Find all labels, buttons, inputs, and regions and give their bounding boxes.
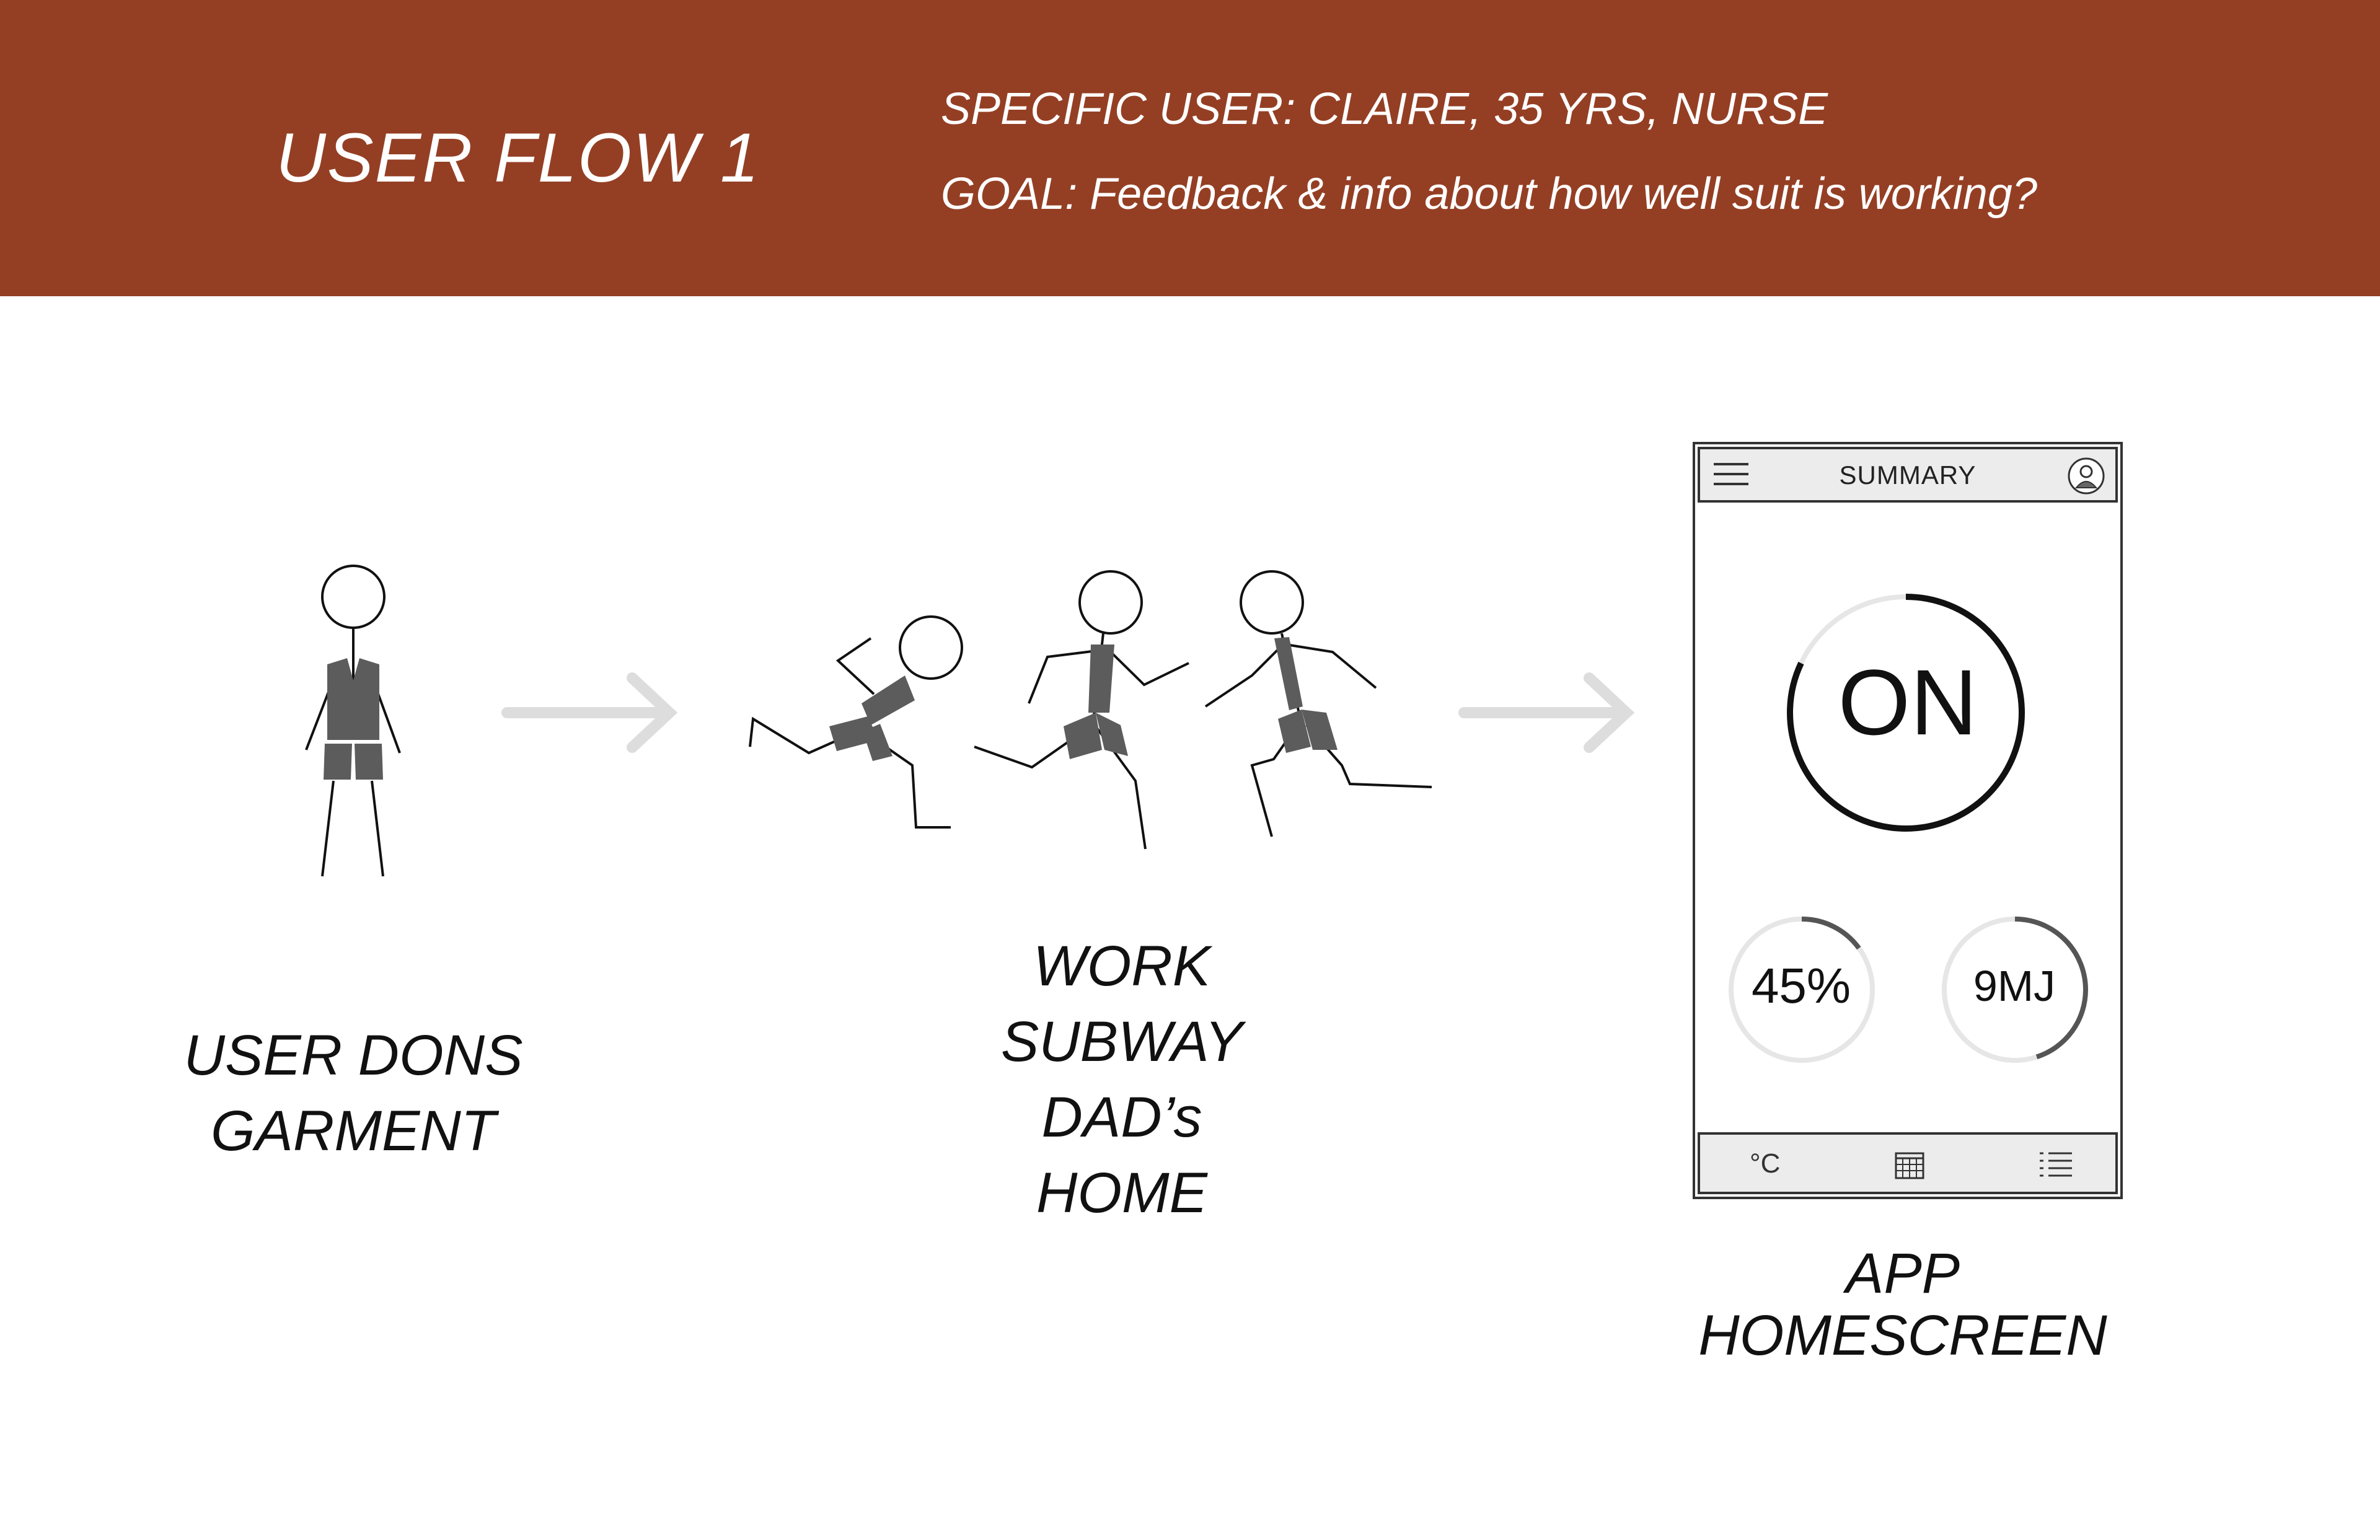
caption-line: HOME — [1036, 1161, 1207, 1225]
gauge-graphics — [1695, 444, 2120, 1197]
screen-title: SUMMARY — [1839, 460, 1977, 490]
running-figure-1-icon — [750, 617, 962, 827]
energy-value[interactable]: 9MJ — [1973, 962, 2056, 1010]
specific-user-text: SPECIFIC USER: CLAIRE, 35 YRS, NURSE — [941, 84, 1828, 134]
list-icon[interactable] — [2038, 1150, 2073, 1179]
temperature-icon[interactable]: °C — [1750, 1148, 1781, 1179]
phone-mockup — [1693, 442, 2123, 1199]
running-figure-2-icon — [974, 571, 1189, 849]
caption-activities — [936, 928, 1308, 1231]
caption-line: DAD’s — [1041, 1086, 1202, 1149]
flow-arrow-1-icon — [507, 678, 669, 747]
battery-value[interactable]: 45% — [1751, 958, 1851, 1013]
flow-title: USER FLOW 1 — [276, 119, 760, 196]
goal-text: GOAL: Feedback & info about how well suit is working? — [941, 169, 2037, 219]
caption-line: SUBWAY — [1000, 1010, 1243, 1073]
caption-line: GARMENT — [211, 1099, 496, 1163]
main-status-value[interactable]: ON — [1838, 650, 1978, 754]
caption-line: USER DONS — [183, 1024, 523, 1087]
caption-app-homescreen — [1636, 1243, 2169, 1366]
app-footer-nav — [1698, 1132, 2118, 1194]
running-figure-3-icon — [1205, 571, 1432, 837]
caption-user-dons-garment — [155, 1018, 552, 1169]
flow-arrow-2-icon — [1464, 678, 1626, 747]
caption-line: WORK — [1033, 935, 1211, 998]
caption-line: APP HOMESCREEN — [1698, 1242, 2107, 1367]
calendar-icon[interactable] — [1895, 1151, 1924, 1179]
